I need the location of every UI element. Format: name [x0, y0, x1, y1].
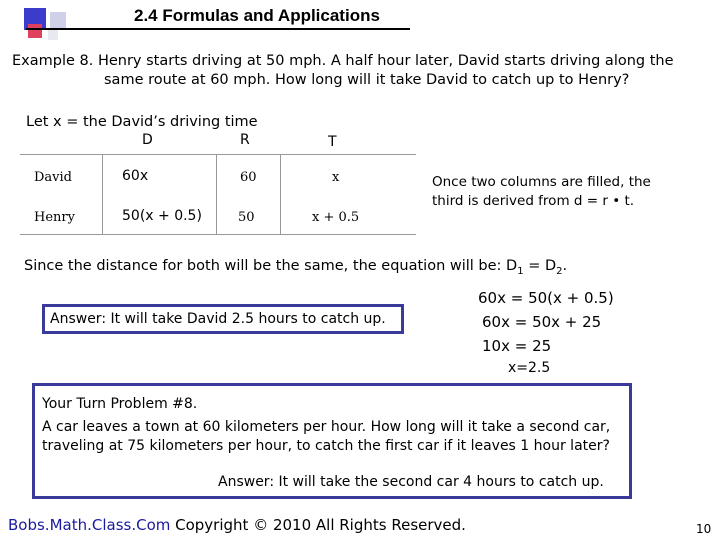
table-divider	[102, 154, 103, 234]
page-number: 10	[696, 522, 712, 536]
title-underline	[26, 28, 410, 30]
example-line-2: same route at 60 mph. How long will it take David to catch up to Henry?	[104, 72, 630, 88]
table-row-name: Henry	[34, 210, 75, 225]
table-cell-time: x + 0.5	[312, 210, 360, 225]
your-turn-answer: Answer: It will take the second car 4 hours to catch up.	[218, 474, 604, 490]
your-turn-heading: Your Turn Problem #8.	[42, 396, 198, 412]
note-line-2: third is derived from d = r • t.	[432, 193, 635, 209]
your-turn-line-2: traveling at 75 kilometers per hour, to catch the first car if it leaves 1 hour later?	[42, 438, 610, 454]
brand-name: Bobs.Math.Class.Com	[8, 516, 171, 534]
work-step: 60x = 50(x + 0.5)	[478, 289, 614, 307]
table-row-name: David	[34, 170, 72, 185]
table-header-t: T	[328, 134, 337, 150]
example-line-1: Example 8. Henry starts driving at 50 mph. A half hour later, David starts driving along the	[12, 53, 674, 69]
table-cell-time: x	[332, 170, 340, 185]
footer-credit	[8, 516, 466, 534]
table-header-d: D	[142, 132, 153, 148]
note-line-1: Once two columns are filled, the	[432, 174, 651, 190]
table-bottom-border	[20, 234, 416, 235]
your-turn-line-1: A car leaves a town at 60 kilometers per hour. How long will it take a second car,	[42, 419, 611, 435]
table-cell-rate: 60	[240, 170, 257, 185]
work-step: 10x = 25	[482, 337, 552, 355]
table-divider	[280, 154, 281, 234]
table-cell-distance: 50(x + 0.5)	[122, 208, 202, 224]
work-step: 60x = 50x + 25	[482, 313, 602, 331]
table-cell-distance: 60x	[122, 168, 149, 184]
copyright-text: Copyright © 2010 All Rights Reserved.	[170, 516, 466, 534]
table-header-r: R	[240, 132, 250, 148]
equation-statement: Since the distance for both will be the same, the equation will be: $D_1 = D_2$.	[24, 258, 568, 277]
work-step: x=2.5	[508, 360, 551, 376]
let-statement: Let x = the David’s driving time	[26, 114, 258, 130]
table-top-border	[20, 154, 416, 155]
table-cell-rate: 50	[238, 210, 255, 225]
table-divider	[216, 154, 217, 234]
answer-text: Answer: It will take David 2.5 hours to catch up.	[50, 311, 386, 327]
slide-logo	[18, 4, 98, 44]
slide-title: 2.4 Formulas and Applications	[134, 6, 380, 25]
